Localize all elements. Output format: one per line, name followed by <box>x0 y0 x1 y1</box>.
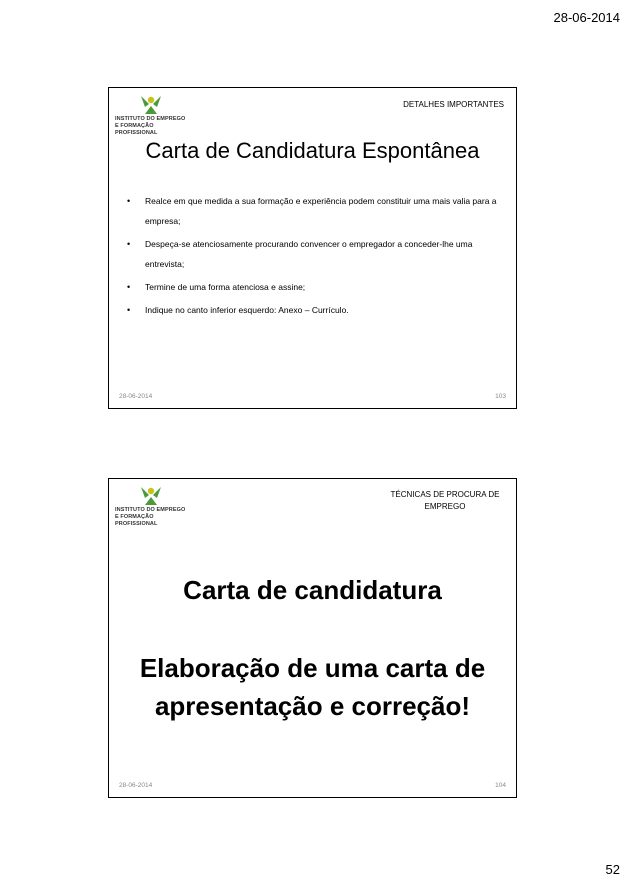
slide-subheading <box>109 649 516 725</box>
slide-footer-number: 103 <box>495 393 506 400</box>
slide-103 <box>108 87 517 409</box>
logo-text: INSTITUTO DO EMPREGO E FORMAÇÃO PROFISSIONAL <box>115 116 186 136</box>
slide-title: Carta de Candidatura Espontânea <box>145 138 480 163</box>
slide-header <box>386 489 504 513</box>
page-number: 52 <box>605 862 620 877</box>
iefp-logo-icon <box>139 485 163 507</box>
bullet-item: • Realce em que medida a sua formação e experiência podem constituir uma mais valia para a empresa; <box>121 191 513 231</box>
logo-text: INSTITUTO DO EMPREGO E FORMAÇÃO PROFISSIONAL <box>115 507 186 527</box>
bullet-item: • Termine de uma forma atenciosa e assine; <box>121 277 513 297</box>
bullet-list <box>121 191 513 323</box>
slide-subheading-line: apresentação e correção! <box>154 691 471 721</box>
slide-heading: Carta de candidatura <box>183 575 442 605</box>
slide-footer-date: 28-06-2014 <box>119 782 153 789</box>
slide-header-line: EMPREGO <box>424 502 466 511</box>
iefp-logo <box>115 94 193 136</box>
slide-104 <box>108 478 517 798</box>
page-date: 28-06-2014 <box>553 10 620 25</box>
slide-header-line: TÉCNICAS DE PROCURA DE <box>390 490 500 499</box>
bullet-item: • Despeça-se atenciosamente procurando convencer o empregador a conceder-lhe uma entrevista; <box>121 234 513 274</box>
slide-header: DETALHES IMPORTANTES <box>403 100 504 109</box>
bullet-item: • Indique no canto inferior esquerdo: Anexo – Currículo. <box>121 300 513 320</box>
slide-footer-date: 28-06-2014 <box>119 393 153 400</box>
iefp-logo <box>115 485 193 527</box>
slide-footer-number: 104 <box>495 782 506 789</box>
iefp-logo-icon <box>139 94 163 116</box>
slide-subheading-line: Elaboração de uma carta de <box>139 653 486 683</box>
